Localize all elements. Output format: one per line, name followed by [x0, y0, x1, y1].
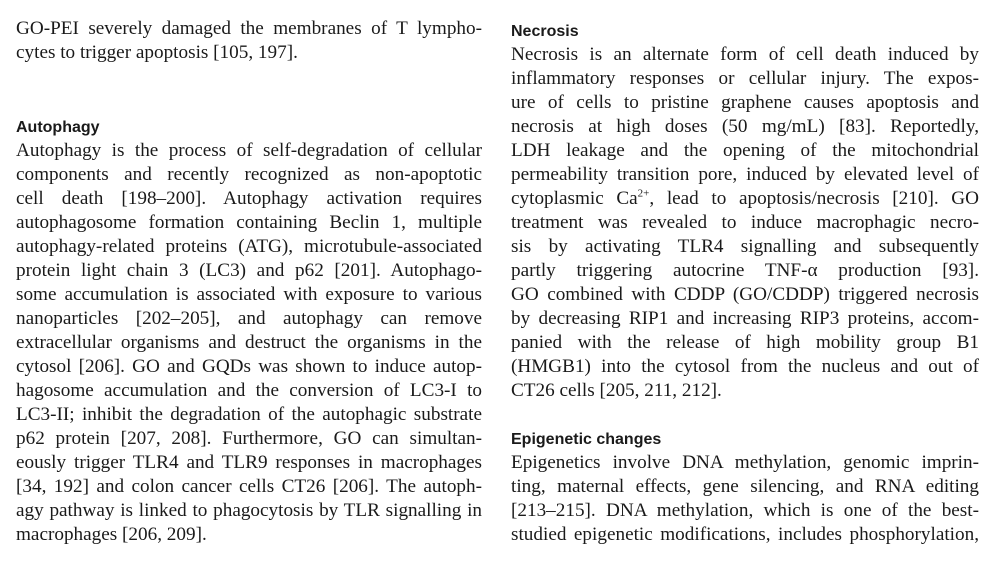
body-text-line: hagosome accumulation and the conversion of LC3-I to — [16, 380, 482, 401]
body-text-line: macrophages [206, 209]. — [16, 524, 207, 545]
body-text-line: by decreasing RIP1 and increasing RIP3 proteins, accom- — [511, 308, 979, 329]
body-text-line: p62 protein [207, 208]. Furthermore, GO can simultan- — [16, 428, 482, 449]
superscript: 2+ — [637, 187, 650, 200]
body-text-line: necrosis at high doses (50 mg/mL) [83]. Reportedly, — [511, 116, 979, 137]
body-text-line: some accumulation is associated with exposure to various — [16, 284, 482, 305]
body-text-line: components and recently recognized as non-apoptotic — [16, 164, 482, 185]
body-text-line: studied epigenetic modifications, includes phosphorylation, — [511, 524, 979, 545]
section-heading-epigenetic: Epigenetic changes — [511, 431, 662, 448]
body-text-line: sis by activating TLR4 signalling and subsequently — [511, 236, 979, 257]
body-text-line: CT26 cells [205, 211, 212]. — [511, 380, 722, 401]
body-text-line: permeability transition pore, induced by elevated level of — [511, 164, 979, 185]
body-text-line: inflammatory responses or cellular injury. The expos- — [511, 68, 979, 89]
body-text-line: nanoparticles [202–205], and autophagy can remove — [16, 308, 482, 329]
body-text-line: cell death [198–200]. Autophagy activation requires — [16, 188, 482, 209]
body-text-line: GO-PEI severely damaged the membranes of T lympho- — [16, 18, 482, 39]
body-text-line: [213–215]. DNA methylation, which is one of the best- — [511, 500, 979, 521]
body-text-line: cytes to trigger apoptosis [105, 197]. — [16, 42, 298, 63]
body-text-line: treatment was revealed to induce macrophagic necro- — [511, 212, 979, 233]
body-text-line: Autophagy is the process of self-degradation of cellular — [16, 140, 482, 161]
text-fragment: cytoplasmic Ca — [511, 188, 638, 209]
body-text-line: protein light chain 3 (LC3) and p62 [201]. Autophago- — [16, 260, 482, 281]
body-text-line: LC3-II; inhibit the degradation of the autophagic substrate — [16, 404, 482, 425]
body-text-line: ure of cells to pristine graphene causes apoptosis and — [511, 92, 979, 113]
body-text-line: Necrosis is an alternate form of cell death induced by — [511, 44, 979, 65]
body-text-line: panied with the release of high mobility group B1 — [511, 332, 979, 353]
body-text-line: extracellular organisms and destruct the organisms in the — [16, 332, 482, 353]
body-text-line: GO combined with CDDP (GO/CDDP) triggered necrosis — [511, 284, 979, 305]
text-fragment: , lead to apoptosis/necrosis [210]. GO — [649, 188, 979, 209]
body-text-line: LDH leakage and the opening of the mitochondrial — [511, 140, 979, 161]
section-heading-autophagy: Autophagy — [16, 119, 100, 136]
body-text-line: eously trigger TLR4 and TLR9 responses in macrophages — [16, 452, 482, 473]
body-text-line: Epigenetics involve DNA methylation, genomic imprin- — [511, 452, 979, 473]
body-text-line: (HMGB1) into the cytosol from the nucleus and out of — [511, 356, 979, 377]
body-text-line: partly triggering autocrine TNF-α production [93]. — [511, 260, 979, 281]
body-text-line: [34, 192] and colon cancer cells CT26 [206]. The autoph- — [16, 476, 482, 497]
body-text-line — [511, 187, 979, 211]
body-text-line: cytosol [206]. GO and GQDs was shown to induce autop- — [16, 356, 482, 377]
body-text-line: autophagosome formation containing Beclin 1, multiple — [16, 212, 482, 233]
body-text-line: autophagy-related proteins (ATG), microtubule-associated — [16, 236, 482, 257]
section-heading-necrosis: Necrosis — [511, 23, 579, 40]
body-text-line: agy pathway is linked to phagocytosis by TLR signalling in — [16, 500, 482, 521]
body-text-line: ting, maternal effects, gene silencing, and RNA editing — [511, 476, 979, 497]
